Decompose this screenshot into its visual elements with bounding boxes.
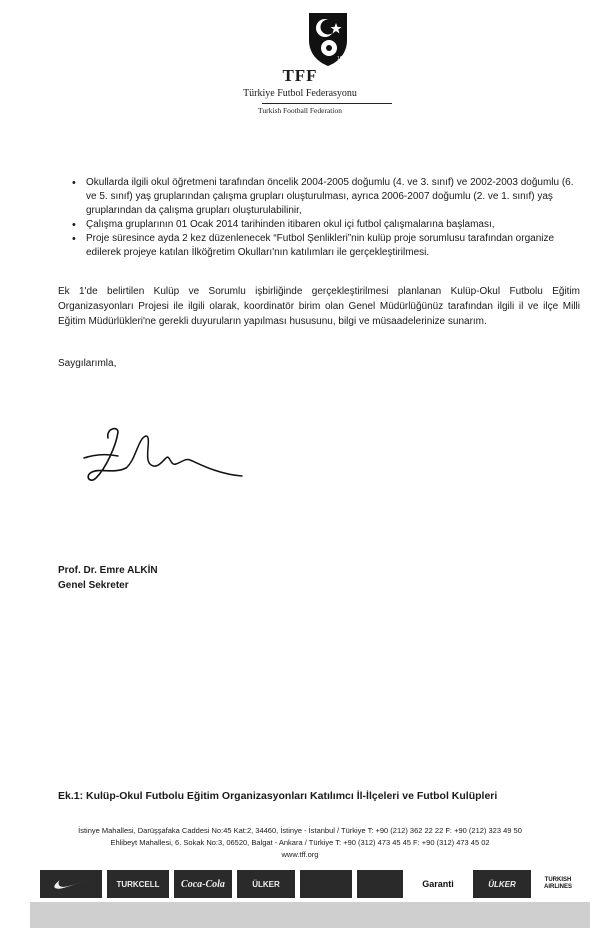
sponsor-logos (40, 868, 580, 900)
nike-logo (40, 870, 102, 898)
turkcell-logo: TURKCELL (107, 870, 169, 898)
website-link[interactable]: www.tff.org (281, 850, 319, 859)
address-istanbul: İstinye Mahallesi, Darüşşafaka Caddesi No:45 Kat:2, 34460, İstinye - İstanbul / Türkiye T: +90 (212) 362 22 22 F: +90 (212) 323 49 50 (78, 826, 522, 835)
signer-title: Genel Sekreter (58, 580, 129, 591)
bullet-item: • Çalışma gruplarının 01 Ocak 2014 tarihinden itibaren okul içi futbol çalışmalarına başlaması, (58, 218, 578, 232)
svg-text:1923: 1923 (337, 56, 349, 62)
ulker-logo: ÜLKER (473, 870, 531, 898)
turkish-airlines-logo: TURKISH AIRLINES (536, 870, 580, 898)
bullet-item: • Okullarda ilgili okul öğretmeni tarafından öncelik 2004-2005 doğumlu (4. ve 3. sınıf) ve 2002-2003 doğumlu (6. ve 5. sınıf) yaş gruplarından çalışma grupları oluşturulması, ayrıca 2006-2007 doğumlu (2. ve 1. sınıf) yaş gruplarından da çalışma grupları oluşturulabilinir, (58, 176, 578, 218)
garanti-logo: Garanti (408, 870, 468, 898)
coca-cola-logo: Coca-Cola (174, 870, 232, 898)
header-divider (262, 103, 392, 104)
tff-abbreviation: TFF (282, 66, 318, 85)
attachment-note: Ek.1: Kulüp-Okul Futbolu Eğitim Organizasyonları Katılımcı İl-İlçeleri ve Futbol Kulüpleri (58, 790, 498, 802)
bullet-list (58, 176, 578, 260)
closing-greeting: Saygılarımla, (58, 358, 117, 369)
handwritten-signature (66, 418, 256, 498)
ulker-logo: ÜLKER (237, 870, 295, 898)
sponsor-logo-blank (300, 870, 352, 898)
footer-band (30, 902, 590, 928)
address-ankara: Ehlibeyt Mahallesi, 6. Sokak No:3, 06520, Balgat - Ankara / Türkiye T: +90 (312) 473 45 45 F: +90 (312) 473 45 02 (110, 838, 490, 847)
tff-crest-logo (305, 10, 351, 68)
sponsor-logo-blank (357, 870, 403, 898)
bullet-item: • Proje süresince ayda 2 kez düzenlenecek “Futbol Şenlikleri”nin kulüp proje sorumlusu tarafından organize edilerek projeye katılan İlköğretim Okulları'nın katılımları ile gerçekleştirilmesi. (58, 232, 578, 260)
organization-name: Türkiye Futbol Federasyonu (243, 88, 357, 99)
signer-name: Prof. Dr. Emre ALKİN (58, 565, 158, 576)
swoosh-icon (53, 877, 89, 891)
body-paragraph: Ek 1'de belirtilen Kulüp ve Sorumlu işbirliğinde gerçekleştirilmesi planlanan Kulüp-Okul Futbolu Eğitim Organizasyonları Projesi ile ilgili olarak, koordinatör birim olan Genel Müdürlüğünüz tarafından ilgili il ve ilçe Milli Eğitim Müdürlükleri'ne gerekli duyuruların yapılması hususunu, bilgi ve müsaadelerinize sunarım. (58, 286, 580, 327)
organization-name-english: Turkish Football Federation (258, 106, 342, 115)
